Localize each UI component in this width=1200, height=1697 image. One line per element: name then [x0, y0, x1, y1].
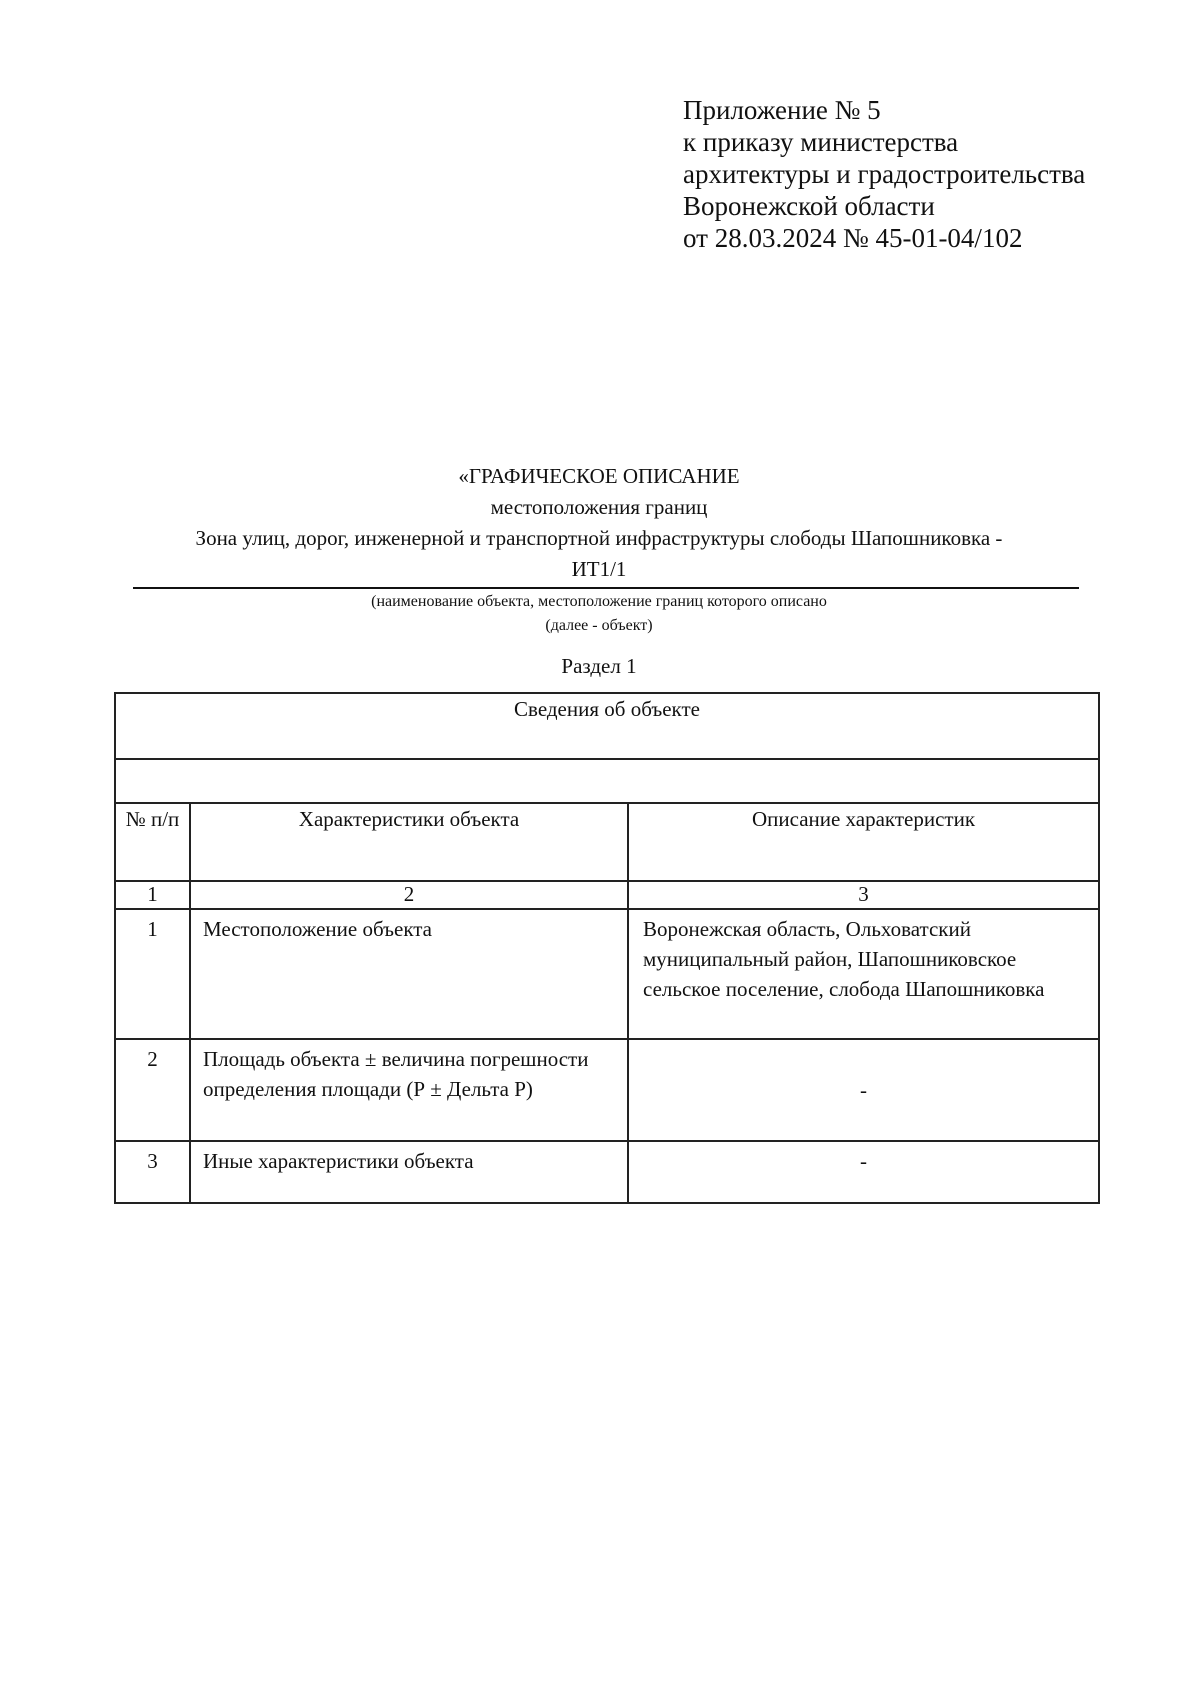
row-description: - — [628, 1039, 1099, 1141]
row-description: - — [628, 1141, 1099, 1203]
annex-line: архитектуры и градостроительства — [683, 159, 1086, 189]
header-description: Описание характеристик — [628, 803, 1099, 881]
title-underline — [133, 587, 1079, 589]
caption-line: (наименование объекта, местоположение границ которого описано — [371, 593, 827, 610]
empty-cell — [115, 759, 1099, 803]
row-number: 2 — [115, 1039, 190, 1141]
table-title-row — [115, 693, 1099, 759]
annex-line: к приказу министерства — [683, 127, 959, 157]
row-number: 3 — [115, 1141, 190, 1203]
row-characteristic: Иные характеристики объекта — [190, 1141, 628, 1203]
title-line: «ГРАФИЧЕСКОЕ ОПИСАНИЕ — [458, 464, 740, 488]
column-number: 1 — [115, 881, 190, 909]
title-line: ИТ1/1 — [571, 557, 627, 581]
table-row — [115, 1141, 1099, 1203]
document-title — [118, 461, 1080, 585]
column-number: 3 — [628, 881, 1099, 909]
annex-line: Приложение № 5 — [683, 95, 881, 125]
row-characteristic: Местоположение объекта — [190, 909, 628, 1039]
section-label: Раздел 1 — [561, 654, 637, 678]
title-line: местоположения границ — [490, 495, 708, 519]
column-number: 2 — [190, 881, 628, 909]
table-empty-row — [115, 759, 1099, 803]
header-characteristic: Характеристики объекта — [190, 803, 628, 881]
table-header-row — [115, 803, 1099, 881]
annex-header — [683, 94, 1085, 254]
row-characteristic: Площадь объекта ± величина погрешности определения площади (Р ± Дельта Р) — [190, 1039, 628, 1141]
table-row — [115, 1039, 1099, 1141]
object-caption — [118, 590, 1080, 638]
row-number: 1 — [115, 909, 190, 1039]
title-line: Зона улиц, дорог, инженерной и транспортной инфраструктуры слободы Шапошниковка - — [195, 526, 1003, 550]
annex-line: от 28.03.2024 № 45-01-04/102 — [683, 223, 1023, 253]
row-description: Воронежская область, Ольховатский муниципальный район, Шапошниковское сельское поселение, слобода Шапошниковка — [628, 909, 1099, 1039]
header-num: № п/п — [115, 803, 190, 881]
table-title: Сведения об объекте — [115, 693, 1099, 759]
object-info-table — [114, 692, 1100, 1204]
table-row — [115, 909, 1099, 1039]
caption-line: (далее - объект) — [545, 617, 653, 634]
annex-line: Воронежской области — [683, 191, 935, 221]
column-number-row — [115, 881, 1099, 909]
